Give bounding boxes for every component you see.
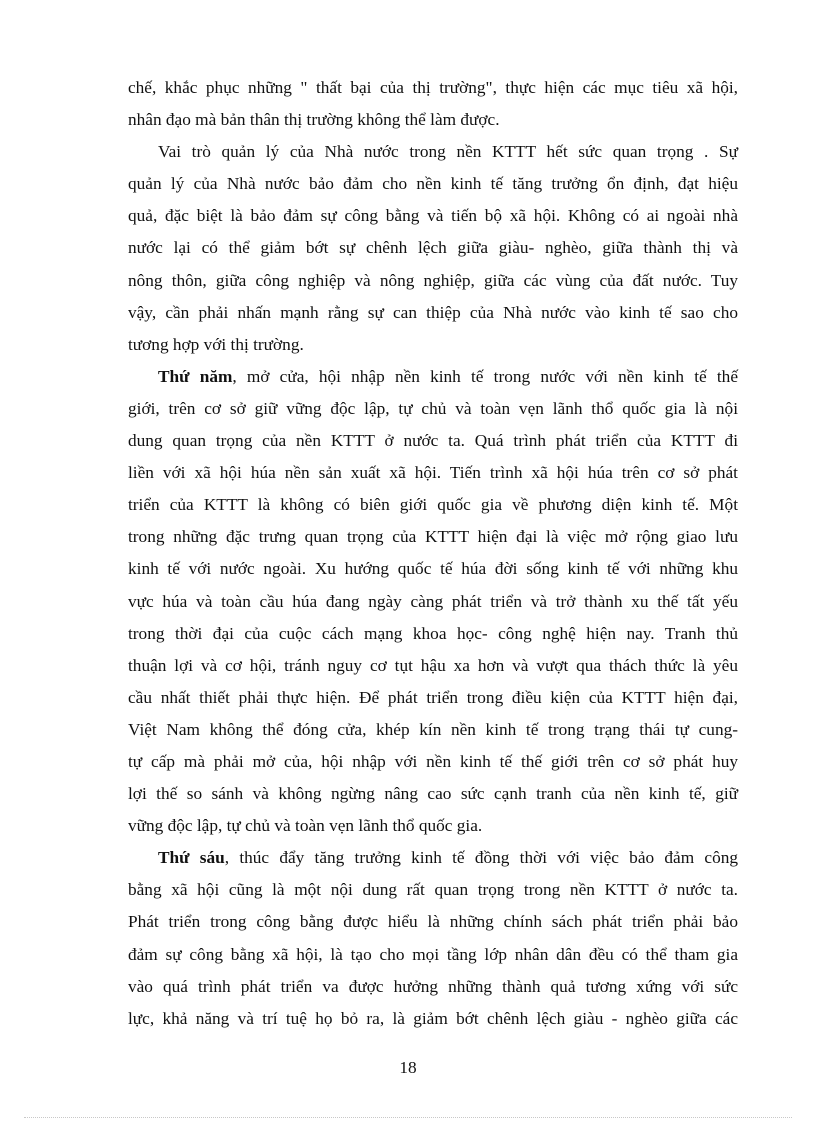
text-line bbox=[128, 265, 738, 297]
line-text: tương hợp với thị trường. bbox=[128, 334, 304, 354]
section-heading: Thứ sáu bbox=[158, 848, 225, 868]
line-text: trong những đặc trưng quan trọng của KTTT hiện đại là việc mở rộng giao lưu bbox=[128, 527, 738, 547]
text-line bbox=[128, 906, 738, 938]
line-text: trong thời đại của cuộc cách mạng khoa học- công nghệ hiện nay. Tranh thủ bbox=[128, 623, 738, 643]
page-bottom-border bbox=[24, 1117, 792, 1118]
line-text: giới, trên cơ sở giữ vững độc lập, tự chủ và toàn vẹn lãnh thổ quốc gia là nội bbox=[128, 398, 738, 418]
line-text: quả, đặc biệt là bảo đảm sự công bằng và tiến bộ xã hội. Không có ai ngoài nhà bbox=[128, 206, 738, 226]
text-line bbox=[128, 586, 738, 618]
text-line bbox=[128, 425, 738, 457]
text-line bbox=[128, 842, 738, 874]
line-text: kinh tế với nước ngoài. Xu hướng quốc tế húa đời sống kinh tế với những khu bbox=[128, 559, 738, 579]
line-text: nông thôn, giữa công nghiệp và nông nghiệp, giữa các vùng của đất nước. Tuy bbox=[128, 270, 738, 290]
text-line bbox=[128, 232, 738, 264]
page-number: 18 bbox=[399, 1058, 417, 1077]
text-line bbox=[128, 136, 738, 168]
text-line bbox=[128, 457, 738, 489]
text-line bbox=[128, 361, 738, 393]
text-line bbox=[128, 72, 738, 104]
text-line bbox=[128, 553, 738, 585]
line-text: , thúc đẩy tăng trưởng kinh tế đồng thời với việc bảo đảm công bbox=[224, 848, 738, 868]
text-line bbox=[128, 521, 738, 553]
section-heading: Thứ năm bbox=[158, 366, 233, 386]
line-text: cầu nhất thiết phải thực hiện. Để phát triển trong điều kiện của KTTT hiện đại, bbox=[128, 687, 738, 707]
line-text: Vai trò quản lý của Nhà nước trong nền KTTT hết sức quan trọng . Sự bbox=[158, 142, 738, 162]
line-text: bằng xã hội cũng là một nội dung rất quan trọng trong nền KTTT ở nước ta. bbox=[128, 880, 738, 900]
text-line bbox=[128, 971, 738, 1003]
line-text: liền với xã hội húa nền sản xuất xã hội. Tiến trình xã hội húa trên cơ sở phát bbox=[128, 463, 738, 483]
text-line bbox=[128, 682, 738, 714]
line-text: , mở cửa, hội nhập nền kinh tế trong nước với nền kinh tế thế bbox=[232, 366, 738, 386]
text-line bbox=[128, 874, 738, 906]
line-text: Việt Nam không thể đóng cửa, khép kín nền kinh tế trong trạng thái tự cung- bbox=[128, 719, 738, 739]
text-line bbox=[128, 746, 738, 778]
line-text: vực húa và toàn cầu húa đang ngày càng phát triển và trở thành xu thế tất yếu bbox=[128, 591, 738, 611]
line-text: vậy, cần phải nhấn mạnh rằng sự can thiệp của Nhà nước vào kinh tế sao cho bbox=[128, 302, 738, 322]
text-line bbox=[128, 778, 738, 810]
text-line bbox=[128, 618, 738, 650]
line-text: dung quan trọng của nền KTTT ở nước ta. Quá trình phát triển của KTTT đi bbox=[128, 431, 738, 451]
line-text: lợi thế so sánh và không ngừng nâng cao sức cạnh tranh của nền kinh tế, giữ bbox=[128, 784, 738, 804]
line-text: chế, khắc phục những " thất bại của thị trường", thực hiện các mục tiêu xã hội, bbox=[128, 78, 738, 97]
text-line bbox=[128, 104, 738, 136]
line-text: tự cấp mà phải mở của, hội nhập với nền kinh tế thế giới trên cơ sở phát huy bbox=[128, 751, 738, 771]
text-line bbox=[128, 939, 738, 971]
line-text: nhân đạo mà bản thân thị trường không thể làm được. bbox=[128, 110, 500, 130]
body-text bbox=[128, 72, 738, 1035]
text-line bbox=[128, 1003, 738, 1035]
line-text: nước lại có thể giảm bớt sự chênh lệch giữa giàu- nghèo, giữa thành thị và bbox=[128, 238, 738, 258]
text-line bbox=[128, 810, 738, 842]
line-text: lực, khả năng và trí tuệ họ bỏ ra, là giảm bớt chênh lệch giàu - nghèo giữa các bbox=[128, 1008, 738, 1028]
text-line bbox=[128, 200, 738, 232]
text-line bbox=[128, 329, 738, 361]
line-text: quản lý của Nhà nước bảo đảm cho nền kinh tế tăng trưởng ổn định, đạt hiệu bbox=[128, 174, 738, 194]
line-text: đảm sự công bằng xã hội, là tạo cho mọi tầng lớp nhân dân đều có thể tham gia bbox=[128, 944, 738, 964]
line-text: vào quá trình phát triển va được hưởng những thành quả tương xứng với sức bbox=[128, 976, 738, 996]
text-line bbox=[128, 489, 738, 521]
text-line bbox=[128, 393, 738, 425]
line-text: thuận lợi và cơ hội, tránh nguy cơ tụt hậu xa hơn và vượt qua thách thức là yêu bbox=[128, 655, 738, 675]
line-text: triển của KTTT là không có biên giới quốc gia về phương diện kinh tế. Một bbox=[128, 495, 738, 515]
text-line bbox=[128, 168, 738, 200]
text-line bbox=[128, 714, 738, 746]
line-text: vững độc lập, tự chủ và toàn vẹn lãnh thổ quốc gia. bbox=[128, 816, 483, 836]
text-line bbox=[128, 297, 738, 329]
text-line bbox=[128, 650, 738, 682]
line-text: Phát triển trong công bằng được hiểu là những chính sách phát triển phải bảo bbox=[128, 912, 738, 932]
